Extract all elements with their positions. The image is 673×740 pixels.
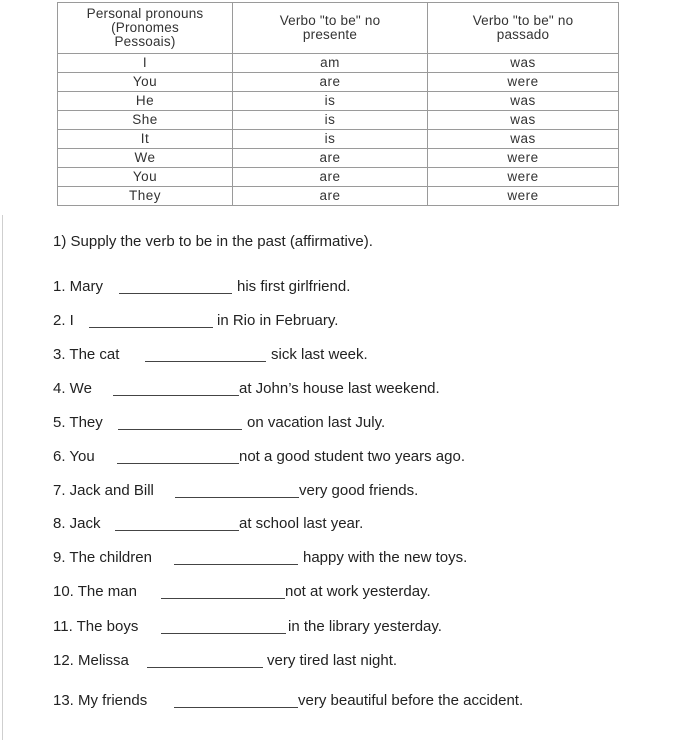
exercise-subject: 13. My friends (53, 692, 148, 709)
present-cell: are (233, 168, 428, 187)
exercise-subject: 1. Mary (53, 278, 104, 295)
exercise-subject: 9. The children (53, 549, 152, 566)
present-cell: is (233, 130, 428, 149)
table-row (58, 111, 619, 130)
past-cell: was (428, 111, 619, 130)
present-cell: is (233, 92, 428, 111)
exercise-subject: 8. Jack (53, 515, 101, 532)
table-row (58, 73, 619, 92)
present-cell: is (233, 111, 428, 130)
answer-blank[interactable] (161, 598, 285, 599)
exercise-subject: 6. You (53, 448, 95, 465)
exercise-subject: 10. The man (53, 583, 137, 600)
pronoun-cell: It (58, 130, 233, 149)
table-row (58, 130, 619, 149)
answer-blank[interactable] (161, 633, 286, 634)
exercise-rest: at John’s house last weekend. (239, 380, 440, 397)
header-past: Verbo "to be" no passado (428, 3, 619, 54)
header-present: Verbo "to be" no presente (233, 3, 428, 54)
exercise-rest: not at work yesterday. (285, 583, 431, 600)
past-cell: was (428, 130, 619, 149)
exercise-rest: in Rio in February. (217, 312, 339, 329)
exercise-rest: his first girlfriend. (237, 278, 351, 295)
table-row (58, 187, 619, 206)
answer-blank[interactable] (174, 707, 298, 708)
past-cell: were (428, 187, 619, 206)
table-row (58, 168, 619, 187)
pronoun-cell: She (58, 111, 233, 130)
answer-blank[interactable] (118, 429, 242, 430)
pronoun-cell: They (58, 187, 233, 206)
present-cell: am (233, 54, 428, 73)
exercise-rest: not a good student two years ago. (239, 448, 465, 465)
exercise-subject: 12. Melissa (53, 652, 129, 669)
exercise-subject: 3. The cat (53, 346, 120, 363)
exercise-rest: very tired last night. (267, 652, 398, 669)
exercise-rest: very beautiful before the accident. (298, 692, 524, 709)
exercise-subject: 5. They (53, 414, 103, 431)
present-cell: are (233, 73, 428, 92)
answer-blank[interactable] (113, 395, 239, 396)
table-row (58, 92, 619, 111)
past-cell: were (428, 168, 619, 187)
answer-blank[interactable] (145, 361, 266, 362)
table-row (58, 149, 619, 168)
exercise-rest: very good friends. (299, 482, 419, 499)
exercise-subject: 4. We (53, 380, 92, 397)
pronoun-cell: He (58, 92, 233, 111)
past-cell: was (428, 54, 619, 73)
table-header-row (58, 3, 619, 54)
exercise-rest: in the library yesterday. (288, 618, 442, 635)
exercise-subject: 11. The boys (53, 618, 139, 635)
verb-to-be-table (57, 2, 619, 206)
page-edge-line (2, 215, 3, 740)
answer-blank[interactable] (117, 463, 239, 464)
pronoun-cell: You (58, 73, 233, 92)
past-cell: were (428, 73, 619, 92)
past-cell: was (428, 92, 619, 111)
header-personal-pronouns: Personal pronouns (Pronomes Pessoais) (58, 3, 233, 54)
present-cell: are (233, 149, 428, 168)
answer-blank[interactable] (147, 667, 263, 668)
answer-blank[interactable] (89, 327, 213, 328)
answer-blank[interactable] (119, 293, 232, 294)
past-cell: were (428, 149, 619, 168)
present-cell: are (233, 187, 428, 206)
exercise-rest: sick last week. (271, 346, 368, 363)
exercise-rest: happy with the new toys. (303, 549, 468, 566)
pronoun-cell: I (58, 54, 233, 73)
answer-blank[interactable] (174, 564, 298, 565)
pronoun-cell: You (58, 168, 233, 187)
answer-blank[interactable] (115, 530, 239, 531)
exercise-rest: on vacation last July. (247, 414, 386, 431)
exercise-instruction: 1) Supply the verb to be in the past (affirmative). (53, 233, 373, 250)
answer-blank[interactable] (175, 497, 299, 498)
table-row (58, 54, 619, 73)
exercise-subject: 2. I (53, 312, 74, 329)
pronoun-cell: We (58, 149, 233, 168)
exercise-subject: 7. Jack and Bill (53, 482, 154, 499)
exercise-rest: at school last year. (239, 515, 364, 532)
